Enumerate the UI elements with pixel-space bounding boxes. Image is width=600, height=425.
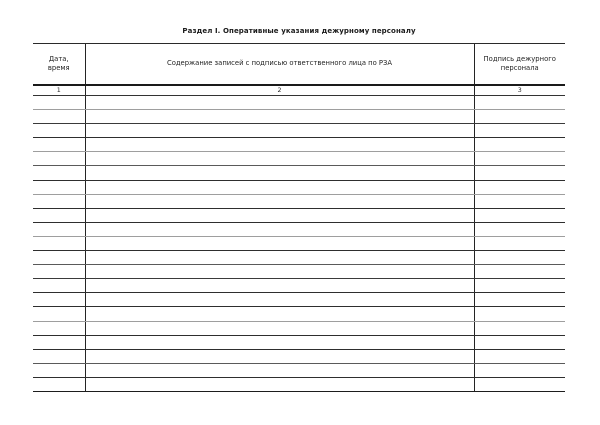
empty-cell-record-content [85,321,474,335]
table-row [33,251,565,265]
table-row [33,180,565,194]
empty-cell-date-time [33,152,85,166]
table-row [33,236,565,250]
table-row [33,377,565,391]
table-row [33,363,565,377]
empty-cell-date-time [33,166,85,180]
empty-cell-date-time [33,208,85,222]
empty-cell-date-time [33,124,85,138]
empty-cell-duty-signature [474,377,565,391]
column-number-3: 3 [474,85,565,96]
empty-cell-date-time [33,377,85,391]
empty-cell-date-time [33,96,85,110]
empty-cell-record-content [85,363,474,377]
empty-cell-duty-signature [474,208,565,222]
empty-cell-date-time [33,194,85,208]
empty-cell-duty-signature [474,363,565,377]
empty-cell-record-content [85,208,474,222]
empty-cell-duty-signature [474,236,565,250]
empty-cell-record-content [85,236,474,250]
empty-cell-duty-signature [474,152,565,166]
empty-cell-record-content [85,96,474,110]
table-header [33,44,565,96]
empty-cell-date-time [33,349,85,363]
empty-cell-record-content [85,349,474,363]
table-row [33,335,565,349]
empty-cell-duty-signature [474,222,565,236]
empty-cell-date-time [33,279,85,293]
empty-cell-duty-signature [474,180,565,194]
empty-cell-duty-signature [474,124,565,138]
column-header-record-content: Содержание записей с подписью ответственного лица по РЗА [85,44,474,86]
empty-cell-record-content [85,335,474,349]
page-title: Раздел I. Оперативные указания дежурному персоналу [182,27,416,35]
empty-cell-duty-signature [474,335,565,349]
empty-cell-duty-signature [474,96,565,110]
empty-cell-date-time [33,236,85,250]
table-row [33,152,565,166]
empty-cell-duty-signature [474,293,565,307]
empty-cell-duty-signature [474,138,565,152]
table-row [33,265,565,279]
empty-cell-date-time [33,138,85,152]
empty-cell-date-time [33,321,85,335]
empty-cell-record-content [85,307,474,321]
table-row [33,124,565,138]
table-row [33,349,565,363]
empty-cell-date-time [33,180,85,194]
table-row [33,194,565,208]
empty-cell-date-time [33,363,85,377]
empty-cell-duty-signature [474,265,565,279]
empty-cell-duty-signature [474,349,565,363]
table-row [33,222,565,236]
table-row [33,307,565,321]
empty-cell-date-time [33,222,85,236]
empty-cell-record-content [85,251,474,265]
column-header-duty-signature: Подпись дежурного персонала [474,44,565,86]
empty-cell-date-time [33,251,85,265]
empty-cell-duty-signature [474,166,565,180]
column-number-2: 2 [85,85,474,96]
empty-cell-date-time [33,293,85,307]
empty-cell-record-content [85,377,474,391]
table-row [33,138,565,152]
table-row [33,321,565,335]
table-row [33,208,565,222]
empty-cell-duty-signature [474,194,565,208]
empty-cell-record-content [85,110,474,124]
empty-cell-record-content [85,180,474,194]
empty-cell-record-content [85,222,474,236]
empty-cell-duty-signature [474,279,565,293]
empty-cell-record-content [85,152,474,166]
table-row [33,293,565,307]
table-row [33,110,565,124]
header-row [33,44,565,86]
column-number-1: 1 [33,85,85,96]
empty-cell-date-time [33,307,85,321]
table-row [33,279,565,293]
empty-cell-record-content [85,138,474,152]
empty-cell-record-content [85,279,474,293]
column-header-date-time: Дата, время [33,44,85,86]
journal-table [33,43,565,392]
empty-cell-record-content [85,194,474,208]
empty-cell-record-content [85,293,474,307]
empty-cell-duty-signature [474,251,565,265]
empty-cell-record-content [85,166,474,180]
table-empty-rows [33,96,565,392]
empty-cell-date-time [33,110,85,124]
column-number-row [33,85,565,96]
empty-cell-duty-signature [474,321,565,335]
empty-cell-record-content [85,124,474,138]
table-row [33,166,565,180]
table-row [33,96,565,110]
empty-cell-duty-signature [474,110,565,124]
empty-cell-record-content [85,265,474,279]
empty-cell-date-time [33,335,85,349]
empty-cell-duty-signature [474,307,565,321]
empty-cell-date-time [33,265,85,279]
